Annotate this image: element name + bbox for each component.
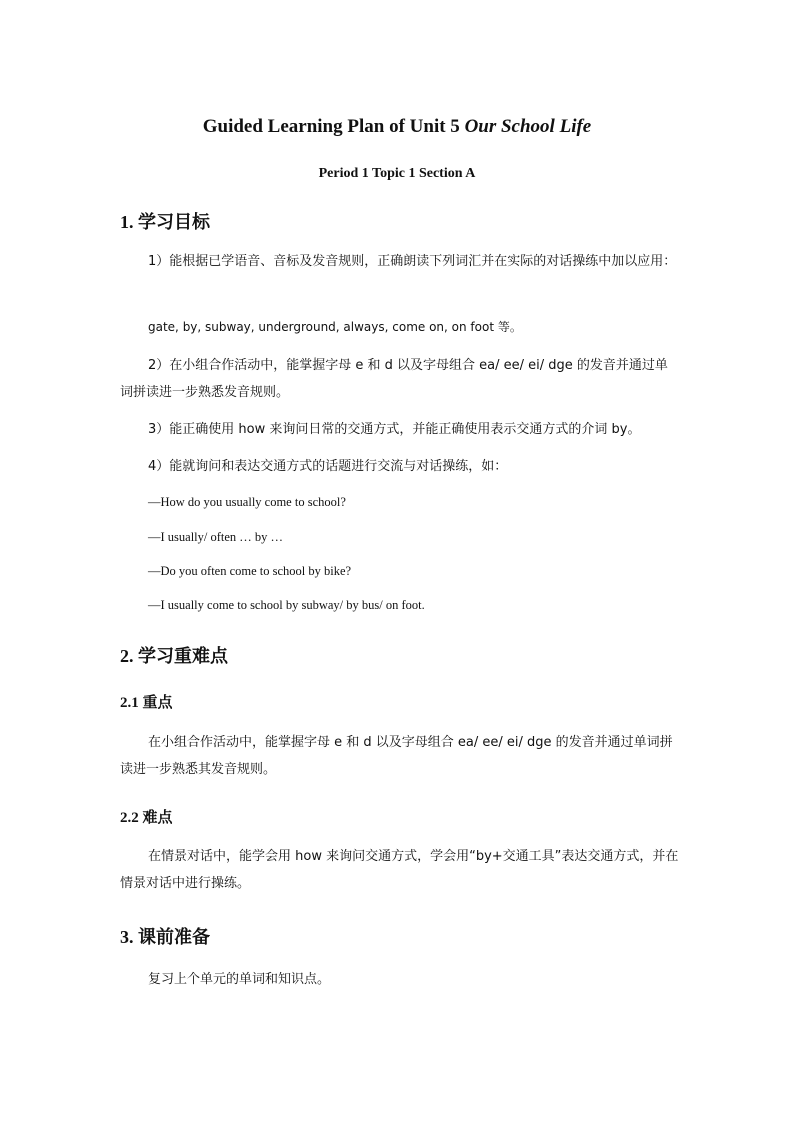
section-1-heading: 1. 学习目标 [120,212,210,232]
subsection-2-1-heading: 2.1 重点 [120,695,173,711]
dialogue-line-4: —I usually come to school by subway/ by bus/ on foot. [148,598,425,612]
document-subtitle: Period 1 Topic 1 Section A [318,166,476,181]
dialogue-line-1: —How do you usually come to school? [148,495,346,509]
subsection-2-2-heading: 2.2 难点 [120,810,173,826]
subsection-2-1-text: 在小组合作活动中，能掌握字母 e 和 d 以及字母组合 ea/ ee/ ei/ dge 的发音并通过单词拼读进一步熟悉其发音规则。 [120,735,673,777]
objective-item-1: 1）能根据已学语音、音标及发音规则，正确朗读下列词汇并在实际的对话操练中加以应用： [148,254,677,269]
dialogue-line-3: —Do you often come to school by bike? [148,564,352,578]
section-2-heading: 2. 学习重难点 [120,646,228,666]
title-main: Guided Learning Plan of Unit 5 [202,116,465,137]
section-3-text: 复习上个单元的单词和知识点。 [148,972,331,987]
objective-item-4: 4）能就询问和表达交通方式的话题进行交流与对话操练，如： [148,459,508,474]
objective-item-2: 2）在小组合作活动中，能掌握字母 e 和 d 以及字母组合 ea/ ee/ ei/ dge 的发音并通过单词拼读进一步熟悉发音规则。 [120,358,668,400]
vocabulary-list: gate, by, subway, underground, always, come on, on foot 等。 [148,320,522,334]
objective-item-3: 3）能正确使用 how 来询问日常的交通方式，并能正确使用表示交通方式的介词 by。 [148,422,641,437]
dialogue-line-2: —I usually/ often … by … [148,530,284,544]
document-title [0,116,794,138]
title-unit-name: Our School Life [464,116,592,137]
section-3-heading: 3. 课前准备 [120,927,210,947]
subsection-2-2-text: 在情景对话中，能学会用 how 来询问交通方式，学会用“by+交通工具”表达交通方式，并在情景对话中进行操练。 [120,849,679,891]
